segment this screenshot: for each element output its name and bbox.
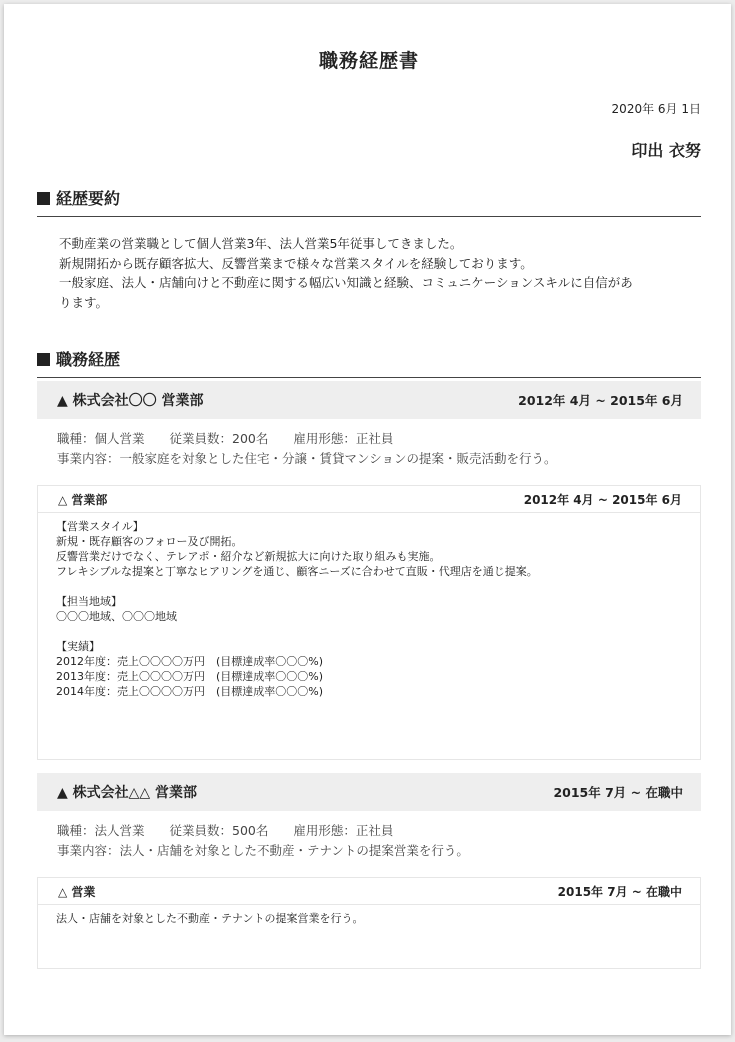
document-date: 2020年 6月 1日	[611, 102, 701, 116]
company-meta: 職種：法人営業 従業員数：500名 雇用形態：正社員	[57, 823, 394, 838]
company-header	[37, 381, 701, 419]
summary-line: ります。	[59, 294, 109, 310]
department-box	[37, 877, 701, 969]
company-period: 2015年 7月 ~ 在職中	[553, 785, 683, 800]
department-box	[37, 485, 701, 760]
department-line: 新規・既存顧客のフォロー及び開拓。	[56, 535, 243, 548]
department-name: △ 営業部	[58, 492, 108, 507]
square-bullet-icon	[37, 353, 50, 366]
summary-heading	[37, 186, 701, 217]
summary-line: 不動産業の営業職として個人営業3年、法人営業5年従事してきました。	[59, 236, 463, 251]
department-name: △ 営業	[58, 884, 96, 899]
square-bullet-icon	[37, 192, 50, 205]
company-details	[57, 429, 697, 469]
company-period: 2012年 4月 ~ 2015年 6月	[518, 393, 683, 408]
department-line: 2013年度：売上〇〇〇〇万円 (目標達成率〇〇〇%)	[56, 670, 324, 683]
department-header	[38, 878, 700, 905]
company-name: ▲ 株式会社△△ 営業部	[57, 785, 198, 801]
career-heading-text: 職務経歴	[56, 350, 121, 369]
department-period: 2012年 4月 ~ 2015年 6月	[523, 492, 682, 507]
department-line: フレキシブルな提案と丁寧なヒアリングを通じ、顧客ニーズに合わせて直販・代理店を通じ提案。	[56, 565, 538, 578]
spacer	[56, 624, 690, 639]
summary-text	[59, 234, 699, 312]
department-line: 法人・店舗を対象とした不動産・テナントの提案営業を行う。	[56, 912, 364, 925]
department-line: 2012年度：売上〇〇〇〇万円 (目標達成率〇〇〇%)	[56, 655, 324, 668]
applicant-name: 印出 衣努	[631, 141, 701, 160]
company-meta: 職種：個人営業 従業員数：200名 雇用形態：正社員	[57, 431, 394, 446]
department-line: 【営業スタイル】	[56, 520, 144, 533]
summary-heading-text: 経歴要約	[56, 189, 121, 208]
company-header	[37, 773, 701, 811]
department-line: 〇〇〇地域、〇〇〇地域	[56, 610, 177, 623]
department-body	[38, 513, 700, 709]
department-line: 反響営業だけでなく、テレアポ・紹介など新規拡大に向けた取り組みも実施。	[56, 550, 441, 563]
department-body	[38, 905, 700, 936]
summary-line: 一般家庭、法人・店舗向けと不動産に関する幅広い知識と経験、コミュニケーションスキルに自信があ	[59, 275, 633, 290]
department-line: 2014年度：売上〇〇〇〇万円 (目標達成率〇〇〇%)	[56, 685, 324, 698]
company-name: ▲ 株式会社〇〇 営業部	[57, 393, 204, 409]
department-period: 2015年 7月 ~ 在職中	[557, 884, 682, 899]
department-line: 【実績】	[56, 640, 100, 653]
summary-line: 新規開拓から既存顧客拡大、反響営業まで様々な営業スタイルを経験しております。	[59, 255, 533, 271]
department-header	[38, 486, 700, 513]
department-line: 【担当地域】	[56, 595, 122, 608]
document-page	[4, 4, 731, 1035]
company-business: 事業内容：一般家庭を対象とした住宅・分譲・賃貸マンションの提案・販売活動を行う。	[57, 451, 557, 466]
company-business: 事業内容：法人・店舗を対象とした不動産・テナントの提案営業を行う。	[57, 843, 469, 858]
career-heading	[37, 347, 701, 378]
company-details	[57, 821, 697, 861]
document-title: 職務経歴書	[318, 50, 419, 72]
spacer	[56, 579, 690, 594]
